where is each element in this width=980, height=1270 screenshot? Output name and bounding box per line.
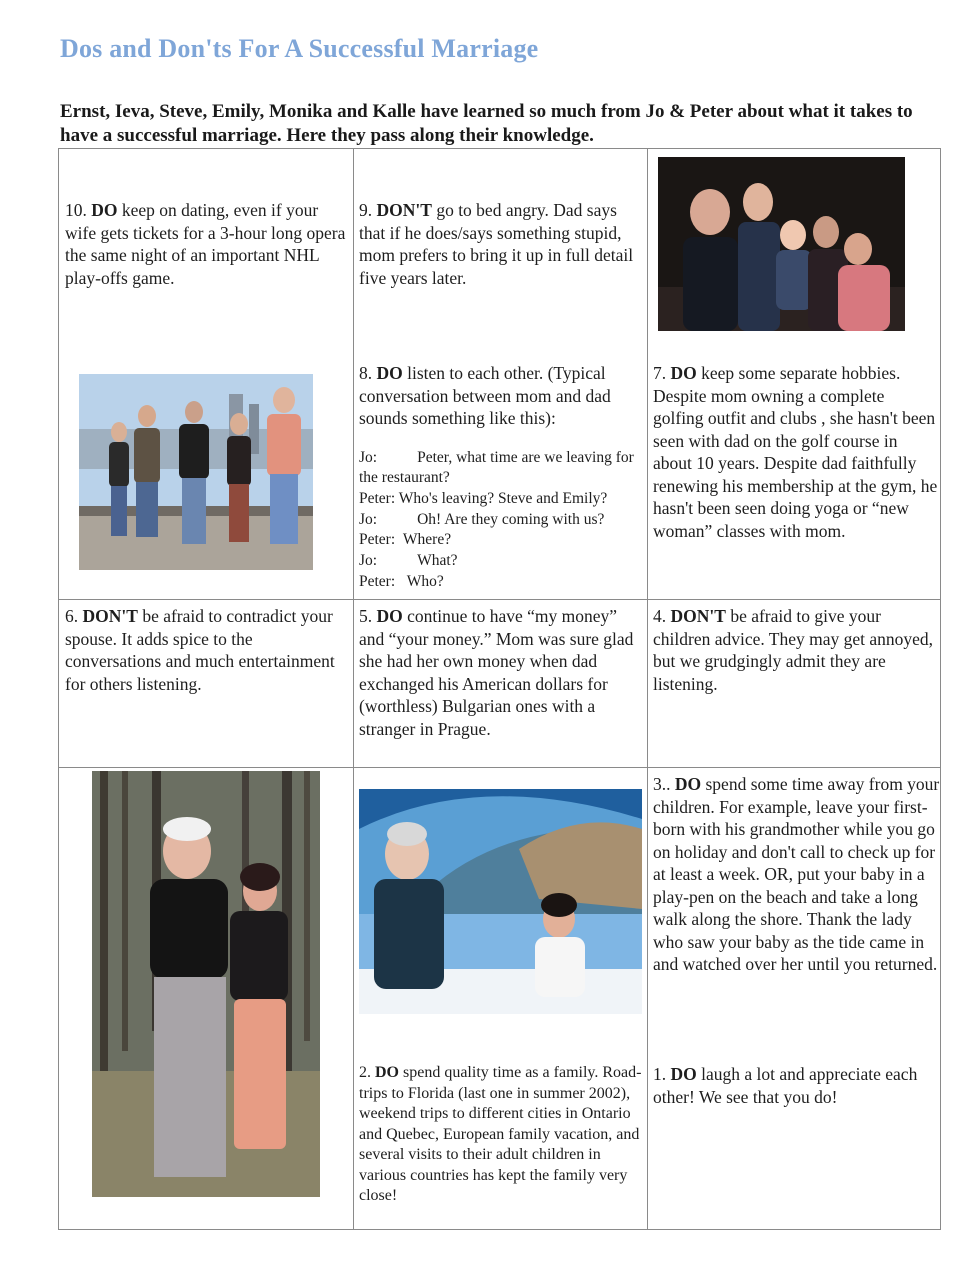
grid-divider: [59, 767, 940, 768]
tip-number: 7.: [653, 363, 667, 383]
tip-text: laugh a lot and appreciate each other! We see that you do!: [653, 1064, 918, 1107]
tip-number: 5.: [359, 606, 373, 626]
tips-grid: [58, 148, 941, 1230]
tip-8: [359, 362, 647, 592]
dialogue-line: Peter: Where?: [359, 531, 452, 549]
tip-9: [359, 199, 643, 289]
page-title: Dos and Don'ts For A Successful Marriage: [60, 34, 539, 63]
tip-text: spend some time away from your children. For example, leave your first-born with his grandmother while you go on holiday and don't call to check up for at least a week. OR, put your baby in a play-pen on the beach and take a long walk along the shore. Thank the lady who saw your baby as the tide came in and watched over her until you returned.: [653, 774, 940, 974]
grid-divider: [647, 149, 648, 1229]
tip-number: 6.: [65, 606, 79, 626]
tip-text: be afraid to give your children advice. They may get annoyed, but we grudgingly admit they are listening.: [653, 606, 934, 694]
tip-text: spend quality time as a family. Road-trips to Florida (last one in summer 2002), weekend trips to different cities in Ontario and Quebec, European family vacation, and several visits to their adult children in various countries has kept the family very close!: [359, 1064, 642, 1204]
family-dinner-photo: [658, 157, 905, 331]
tip-number: 8.: [359, 363, 373, 383]
tip-text: go to bed angry. Dad says that if he does/says something stupid, mom prefers to bring it up in full detail five years later.: [359, 200, 634, 288]
tip-7: [653, 362, 939, 542]
tip-text: keep on dating, even if your wife gets tickets for a 3-hour long opera the same night of an important NHL play-offs game.: [65, 200, 346, 288]
tip-number: 4.: [653, 606, 667, 626]
tip-2: [359, 1063, 643, 1207]
tip-text: be afraid to contradict your spouse. It adds spice to the conversations and much entertainment for others listening.: [65, 606, 335, 694]
tip-keyword: DO: [670, 363, 697, 383]
dialogue-line: Jo: Peter, what time are we leaving for the restaurant?: [359, 448, 634, 487]
tip-keyword: DO: [376, 606, 403, 626]
grid-divider: [353, 149, 354, 1229]
tip-1: [653, 1063, 933, 1108]
tip-text: continue to have “my money” and “your money.” Mom was sure glad she had her own money when dad exchanged his American dollars for (worthless) Bulgarian ones with a stranger in Prague.: [359, 606, 634, 739]
tip-number: 10.: [65, 200, 87, 220]
dialogue-line: Jo: What?: [359, 552, 458, 570]
tip-text: keep some separate hobbies. Despite mom owning a complete golfing outfit and clubs , she hasn't been seen with dad on the golf course in about 10 years. Despite dad faithfully renewing his membership at the gym, he hasn't been seen doing yoga or “new woman” classes with mom.: [653, 363, 938, 541]
tip-keyword: DO: [375, 1064, 399, 1081]
tip-keyword: DO: [376, 363, 403, 383]
intro-paragraph: Ernst, Ieva, Steve, Emily, Monika and Kalle have learned so much from Jo & Peter about what it takes to have a successful marriage. Here they pass along their knowledge.: [60, 101, 913, 146]
tip-5: [359, 605, 641, 740]
tip-number: 2.: [359, 1064, 371, 1081]
tip-3: [653, 773, 941, 976]
tip-number: 9.: [359, 200, 373, 220]
tip-10: [65, 199, 349, 289]
tip-keyword: DO: [674, 774, 702, 794]
dialogue-line: Peter: Who?: [359, 572, 444, 590]
tip-keyword: DO: [91, 200, 118, 220]
dialogue-line: Peter: Who's leaving? Steve and Emily?: [359, 489, 608, 507]
tip-keyword: DON'T: [376, 200, 432, 220]
tip-text: listen to each other. (Typical conversation between mom and dad sounds something like this):: [359, 363, 611, 428]
tip-keyword: DON'T: [82, 606, 138, 626]
tip-6: [65, 605, 349, 695]
dialogue-line: Jo: Oh! Are they coming with us?: [359, 510, 605, 528]
tip-number: 1.: [653, 1064, 667, 1084]
dialogue: [359, 448, 647, 593]
tip-number: 3..: [653, 774, 671, 794]
couple-forest-photo: [92, 771, 320, 1197]
couple-lakeside-photo: [359, 789, 642, 1014]
tip-4: [653, 605, 937, 695]
grid-divider: [59, 599, 940, 600]
group-outdoor-photo: [79, 374, 313, 570]
tip-keyword: DON'T: [670, 606, 726, 626]
tip-keyword: DO: [670, 1064, 697, 1084]
